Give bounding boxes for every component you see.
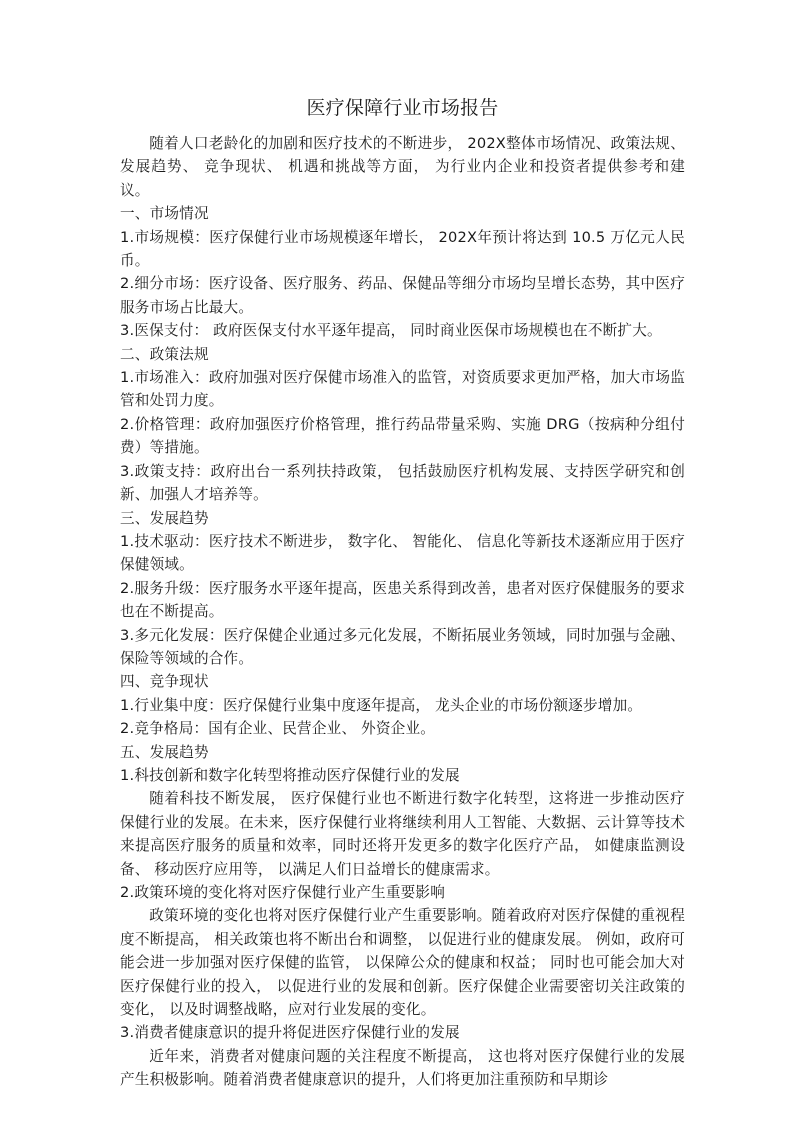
market-item-3: 3.医保支付： 政府医保支付水平逐年提高， 同时商业医保市场规模也在不断扩大。 [120,322,662,340]
policy-item-2: 2.价格管理：政府加强医疗价格管理，推行药品带量采购、实施 DRG（按病种分组付费）等措施。 [120,415,685,457]
market-item-2: 2.细分市场：医疗设备、医疗服务、药品、保健品等细分市场均呈增长态势，其中医疗服务市场占比最大。 [120,275,685,316]
section-heading-market: 一、市场情况 [120,205,209,223]
trend-item-1: 1.技术驱动：医疗技术不断进步， 数字化、 智能化、 信息化等新技术逐渐应用于医疗保健领域。 [120,532,685,574]
section-heading-policy: 二、政策法规 [120,345,209,363]
policy-item-1: 1.市场准入：政府加强对医疗保健市场准入的监管，对资质要求更加严格，加大市场监管和处罚力度。 [120,369,685,410]
development-subtitle-1: 1.科技创新和数字化转型将推动医疗保健行业的发展 [120,766,460,784]
competition-item-2: 2.竞争格局：国有企业、民营企业、 外资企业。 [120,720,436,738]
development-subtitle-2: 2.政策环境的变化将对医疗保健行业产生重要影响 [120,884,445,901]
document-title: 医疗保障行业市场报告 [306,97,499,119]
competition-item-1: 1.行业集中度：医疗保健行业集中度逐年提高， 龙头企业的市场份额逐步增加。 [120,696,643,714]
development-paragraph-2: 政策环境的变化也将对医疗保健行业产生重要影响。随着政府对医疗保健的重视程度不断提高， 相关政策也将不断出台和调整， 以促进行业的健康发展。 例如，政府可能会进一步加强对医疗保健的监管， 以保障公众的健康和权益； 同时也可能会加大对医疗保健行业的投入， 以促进行业的发展和创新。医疗保健企业需要密切关注政策的变化， 以及时调整战略，应对行业发展的变化。 [120,907,685,1019]
development-paragraph-1: 随着科技不断发展， 医疗保健行业也不断进行数字化转型，这将进一步推动医疗保健行业的发展。在未来，医疗保健行业将继续利用人工智能、大数据、云计算等技术来提高医疗服务的质量和效率，同时还将开发更多的数字化医疗产品， 如健康监测设备、 移动医疗应用等， 以满足人们日益增长的健康需求。 [120,790,685,878]
trend-item-3: 3.多元化发展：医疗保健企业通过多元化发展，不断拓展业务领域，同时加强与金融、保险等领域的合作。 [120,626,685,667]
development-paragraph-3: 近年来，消费者对健康问题的关注程度不断提高， 这也将对医疗保健行业的发展产生积极影响。随着消费者健康意识的提升，人们将更加注重预防和早期诊 [120,1047,685,1089]
market-item-1: 1.市场规模：医疗保健行业市场规模逐年增长， 202X年预计将达到 10.5 万亿元人民币。 [120,228,685,270]
intro-paragraph: 随着人口老龄化的加剧和医疗技术的不断进步， 202X整体市场情况、政策法规、 发展趋势、 竞争现状、 机遇和挑战等方面， 为行业内企业和投资者提供参考和建 议。 [120,135,685,199]
document-page [120,94,685,1092]
section-heading-competition: 四、竞争现状 [120,673,209,691]
section-heading-trends: 三、发展趋势 [120,509,209,527]
policy-item-3: 3.政策支持：政府出台一系列扶持政策， 包括鼓励医疗机构发展、支持医学研究和创新、加强人才培养等。 [120,462,685,504]
trend-item-2: 2.服务升级：医疗服务水平逐年提高，医患关系得到改善，患者对医疗保健服务的要求也在不断提高。 [120,579,685,621]
development-subtitle-3: 3.消费者健康意识的提升将促进医疗保健行业的发展 [120,1024,460,1042]
section-heading-development: 五、发展趋势 [120,743,209,761]
